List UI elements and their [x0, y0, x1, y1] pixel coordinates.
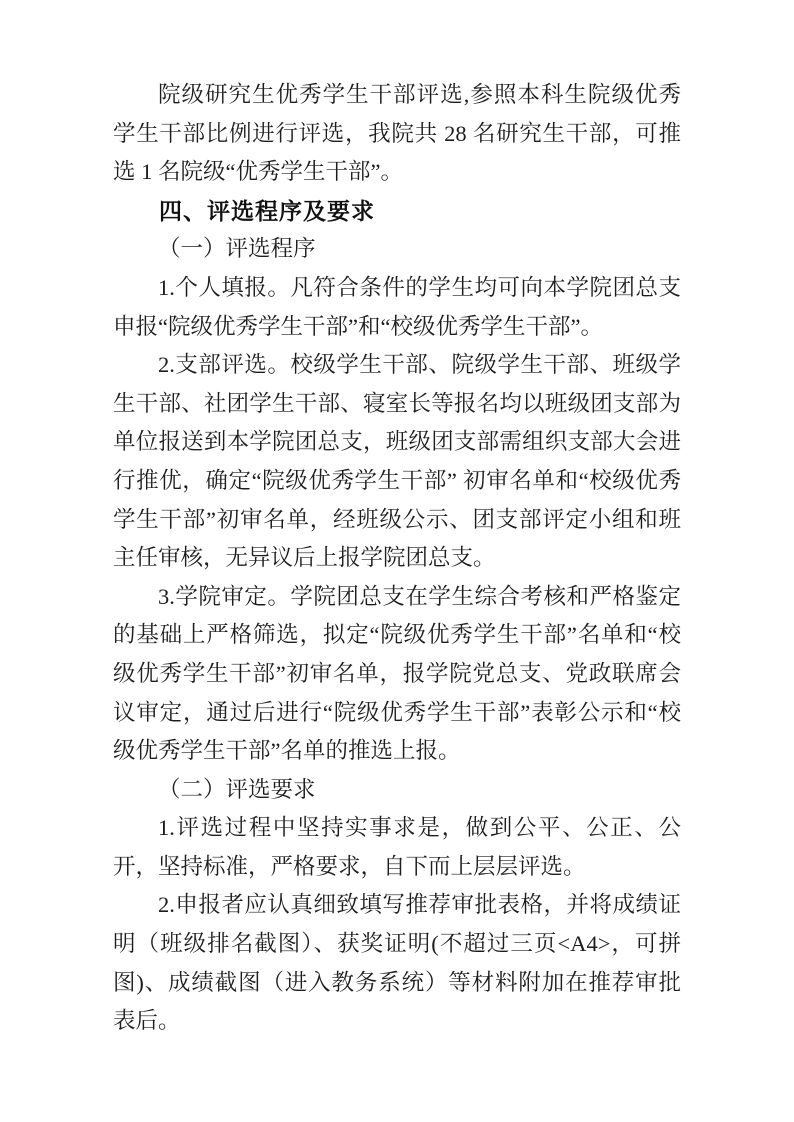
subsection-heading-selection-procedure: （一）评选程序: [158, 236, 316, 262]
procedure-step-1-paragraph: 1.个人填报。凡符合条件的学生均可向本学院团总支申报“院级优秀学生干部”和“校级优秀学生干部”。: [113, 274, 681, 339]
procedure-step-3-paragraph: 3.学院审定。学院团总支在学生综合考核和严格鉴定的基础上严格筛选，拟定“院级优秀学生干部”名单和“校级优秀学生干部”初审名单，报学院党总支、党政联席会议审定，通过后进行“院级优秀学生干部”表彰公示和“校级优秀学生干部”名单的推选上报。: [113, 583, 681, 764]
procedure-step-2-paragraph: 2.支部评选。校级学生干部、院级学生干部、班级学生干部、社团学生干部、寝室长等报名均以班级团支部为单位报送到本学院团总支，班级团支部需组织支部大会进行推优，确定“院级优秀学生干部” 初审名单和“校级优秀学生干部”初审名单，经班级公示、团支部评定小组和班主任审核，无异议后上报学院团总支。: [113, 352, 681, 571]
requirement-1-paragraph: 1.评选过程中坚持实事求是，做到公平、公正、公开，坚持标准，严格要求，自下而上层层评选。: [113, 815, 681, 879]
requirement-2-paragraph: 2.申报者应认真细致填写推荐审批表格，并将成绩证明（班级排名截图）、获奖证明(不超过三页<A4>，可拼图)、成绩截图（进入教务系统）等材料附加在推荐审批表后。: [113, 892, 681, 1034]
section-heading-4: 四、评选程序及要求: [159, 197, 375, 224]
intro-paragraph: 院级研究生优秀学生干部评选,参照本科生院级优秀学生干部比例进行评选，我院共 28 名研究生干部，可推选 1 名院级“优秀学生干部”。: [113, 82, 681, 185]
document-text-block: [113, 76, 681, 1041]
subsection-heading-selection-requirements: （二）评选要求: [158, 776, 316, 802]
